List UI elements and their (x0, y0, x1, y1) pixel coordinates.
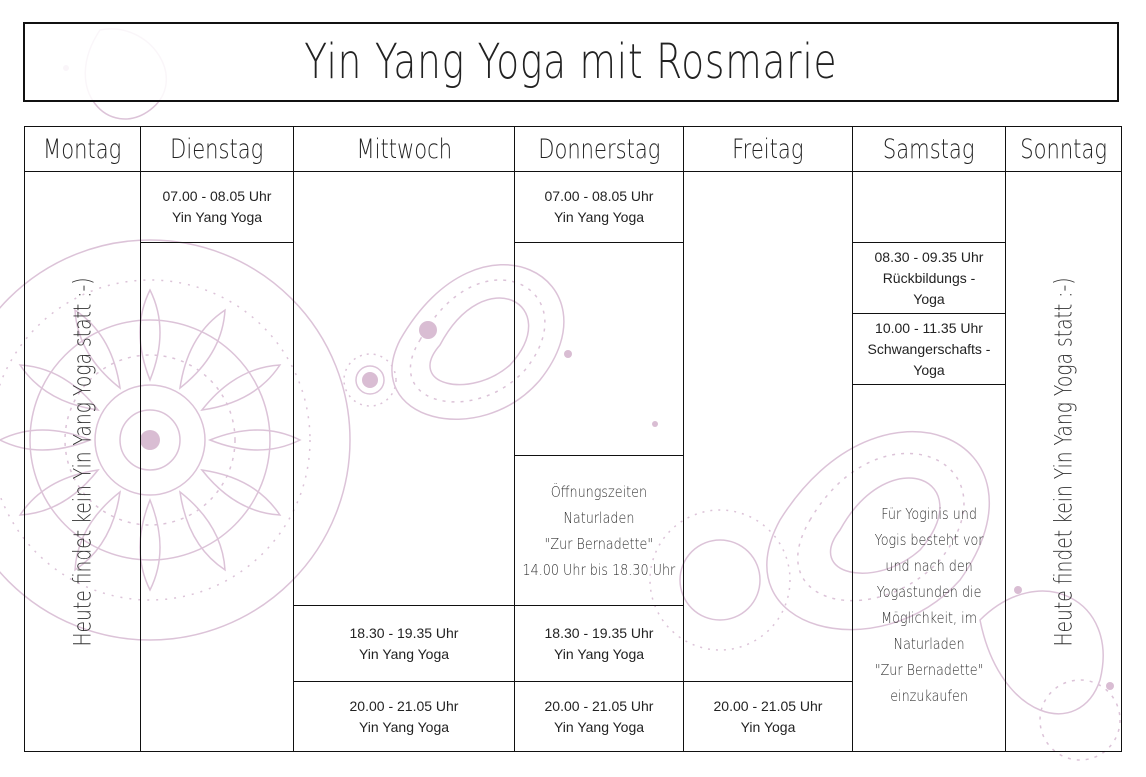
slot-name-line2: Yoga (913, 361, 945, 378)
saturday-note-line: Yogis besteht vor (874, 531, 984, 549)
page-title: Yin Yang Yoga mit Rosmarie (304, 34, 838, 90)
samstag-slot-1 (852, 242, 1006, 314)
opening-hours-cell (514, 455, 684, 606)
dienstag-slot-morning (140, 171, 294, 243)
sunday-note: Heute findet kein Yin Yang Yoga statt :-) (1049, 276, 1078, 647)
saturday-note-line: Naturladen (893, 635, 965, 653)
day-label: Montag (43, 133, 122, 165)
dienstag-empty (140, 242, 294, 752)
donnerstag-slot-evening2 (514, 681, 684, 752)
saturday-note-line: "Zur Bernadette" (874, 661, 984, 679)
slot-name: Yin Yang Yoga (553, 209, 645, 225)
opening-hours-line: Öffnungszeiten (550, 482, 648, 501)
slot-name: Schwangerschafts - (867, 340, 991, 357)
slot-name: Rückbildungs - (882, 269, 976, 286)
slot-time: 20.00 - 21.05 Uhr (544, 697, 654, 714)
donnerstag-slot-morning (514, 171, 684, 243)
day-label: Sonntag (1020, 133, 1107, 165)
saturday-note-line: Möglichkeit, im (880, 609, 978, 627)
day-label: Freitag (732, 133, 804, 165)
slot-time: 07.00 - 08.05 Uhr (162, 188, 272, 204)
day-label: Mittwoch (356, 133, 452, 165)
schedule-table (24, 126, 1122, 752)
opening-hours-line: Naturladen (563, 508, 635, 527)
saturday-note-line: und nach den (885, 557, 973, 575)
opening-hours-line: "Zur Bernadette" (544, 534, 654, 553)
opening-hours-line: 14.00 Uhr bis 18.30 Uhr (522, 560, 676, 579)
saturday-note-cell (852, 384, 1006, 752)
slot-name: Yin Yoga (740, 718, 796, 735)
saturday-note-line: Yogastunden die (876, 583, 982, 601)
slot-time: 08.30 - 09.35 Uhr (874, 248, 984, 265)
slot-name: Yin Yang Yoga (358, 645, 450, 662)
header-montag (24, 126, 141, 172)
slot-time: 10.00 - 11.35 Uhr (875, 319, 983, 336)
slot-name: Yin Yang Yoga (553, 645, 645, 662)
donnerstag-empty (514, 242, 684, 456)
header-mittwoch (293, 126, 515, 172)
day-label: Donnerstag (537, 133, 661, 165)
slot-name-line2: Yoga (913, 290, 945, 307)
montag-cell (24, 171, 141, 752)
monday-note: Heute findet kein Yin Yang Yoga statt :-) (68, 276, 97, 647)
day-label: Dienstag (170, 133, 264, 165)
mittwoch-slot-evening1 (293, 605, 515, 682)
freitag-slot-evening2 (683, 681, 853, 752)
samstag-slot-2 (852, 313, 1006, 385)
saturday-note-line: einzukaufen (890, 687, 968, 705)
header-sonntag (1005, 126, 1122, 172)
mittwoch-slot-evening2 (293, 681, 515, 752)
sonntag-cell (1005, 171, 1122, 752)
mittwoch-empty (293, 171, 515, 606)
slot-time: 18.30 - 19.35 Uhr (544, 624, 654, 641)
day-label: Samstag (883, 133, 975, 165)
header-dienstag (140, 126, 294, 172)
slot-name: Yin Yang Yoga (171, 209, 263, 225)
slot-name: Yin Yang Yoga (553, 718, 645, 735)
freitag-empty (683, 171, 853, 682)
title-box (23, 22, 1119, 102)
slot-name: Yin Yang Yoga (358, 718, 450, 735)
slot-time: 20.00 - 21.05 Uhr (349, 697, 459, 714)
slot-time: 07.00 - 08.05 Uhr (544, 188, 654, 204)
header-samstag (852, 126, 1006, 172)
donnerstag-slot-evening1 (514, 605, 684, 682)
samstag-empty (852, 171, 1006, 243)
slot-time: 20.00 - 21.05 Uhr (713, 697, 823, 714)
saturday-note-line: Für Yoginis und (881, 505, 977, 523)
header-donnerstag (514, 126, 684, 172)
slot-time: 18.30 - 19.35 Uhr (349, 624, 459, 641)
header-freitag (683, 126, 853, 172)
